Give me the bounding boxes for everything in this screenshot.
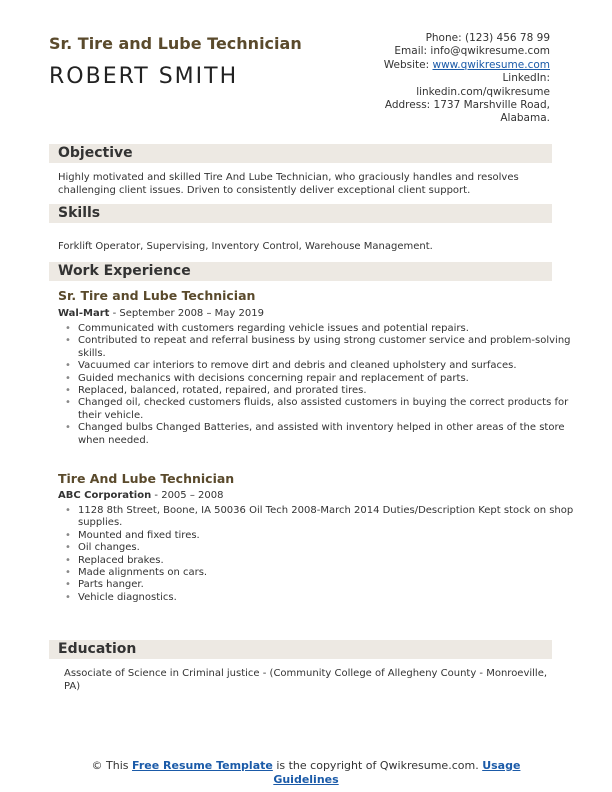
company-name: ABC Corporation [58,490,152,501]
list-item: • Communicated with customers regarding vehicle issues and potential repairs. [78,323,574,335]
contact-email: Email: info@qwikresume.com [394,45,550,58]
contact-linkedin-label: LinkedIn: [502,72,550,85]
list-item: • Replaced, balanced, rotated, repaired, and prorated tires. [78,385,574,397]
list-item: • Made alignments on cars. [78,567,574,579]
education-text: Associate of Science in Criminal justice - (Community College of Allegheny County - Monroeville, PA) [64,668,548,692]
skills-section-bar [49,204,552,223]
list-item: • Replaced brakes. [78,555,574,567]
list-item: • Vehicle diagnostics. [78,592,574,604]
skills-text: Forklift Operator, Supervising, Inventory Control, Warehouse Management. [58,241,433,252]
contact-website: Website: www.qwikresume.com [383,58,550,71]
job-duties-list [58,505,574,604]
header-job-title: Sr. Tire and Lube Technician [49,34,302,53]
contact-address-line2: Alabama. [500,112,550,125]
list-item: • Oil changes. [78,542,574,554]
footer-copyright: © This Free Resume Template is the copyright of Qwikresume.com. Usage Guidelines [91,759,521,786]
list-item: • Guided mechanics with decisions concerning repair and replacement of parts. [78,373,574,385]
free-resume-template-link[interactable]: Free Resume Template [132,759,273,772]
contact-linkedin: linkedin.com/qwikresume [416,85,550,98]
job-dates: - September 2008 – May 2019 [109,308,264,319]
skills-heading: Skills [58,205,101,221]
experience-heading: Work Experience [58,263,191,279]
contact-phone: Phone: (123) 456 78 99 [425,32,550,44]
candidate-name: ROBERT SMITH [49,64,239,89]
list-item: • Changed bulbs Changed Batteries, and assisted with inventory helped in other areas of the store when needed. [78,422,574,447]
contact-address: Address: 1737 Marshville Road, [384,99,550,112]
job-duties-list [58,323,574,447]
list-item: • Parts hanger. [78,579,574,591]
company-name: Wal-Mart [58,308,110,319]
list-item: • Contributed to repeat and referral business by using strong customer service and problem-solving skills. [78,335,574,360]
objective-heading: Objective [58,145,133,161]
objective-text: Highly motivated and skilled Tire And Lube Technician, who graciously handles and resolves challenging client issues. Driven to consistently deliver exceptional client support. [58,172,519,196]
list-item: • Mounted and fixed tires. [78,530,574,542]
job-dates: - 2005 – 2008 [151,490,224,501]
job-company-line [58,490,223,501]
list-item: • 1128 8th Street, Boone, IA 50036 Oil Tech 2008-March 2014 Duties/Description Kept stock on shop supplies. [78,505,574,530]
education-heading: Education [58,641,137,657]
job-company-line [58,308,264,319]
list-item: • Vacuumed car interiors to remove dirt and debris and cleaned upholstery and surfaces. [78,360,574,372]
list-item: • Changed oil, checked customers fluids, also assisted customers in buying the correct products for their vehicle. [78,397,574,422]
job-title: Sr. Tire and Lube Technician [58,288,256,303]
usage-guidelines-link[interactable]: Usage Guidelines [273,759,521,786]
contact-block [310,32,550,126]
job-title: Tire And Lube Technician [58,471,235,486]
website-link[interactable]: www.qwikresume.com [432,58,550,71]
